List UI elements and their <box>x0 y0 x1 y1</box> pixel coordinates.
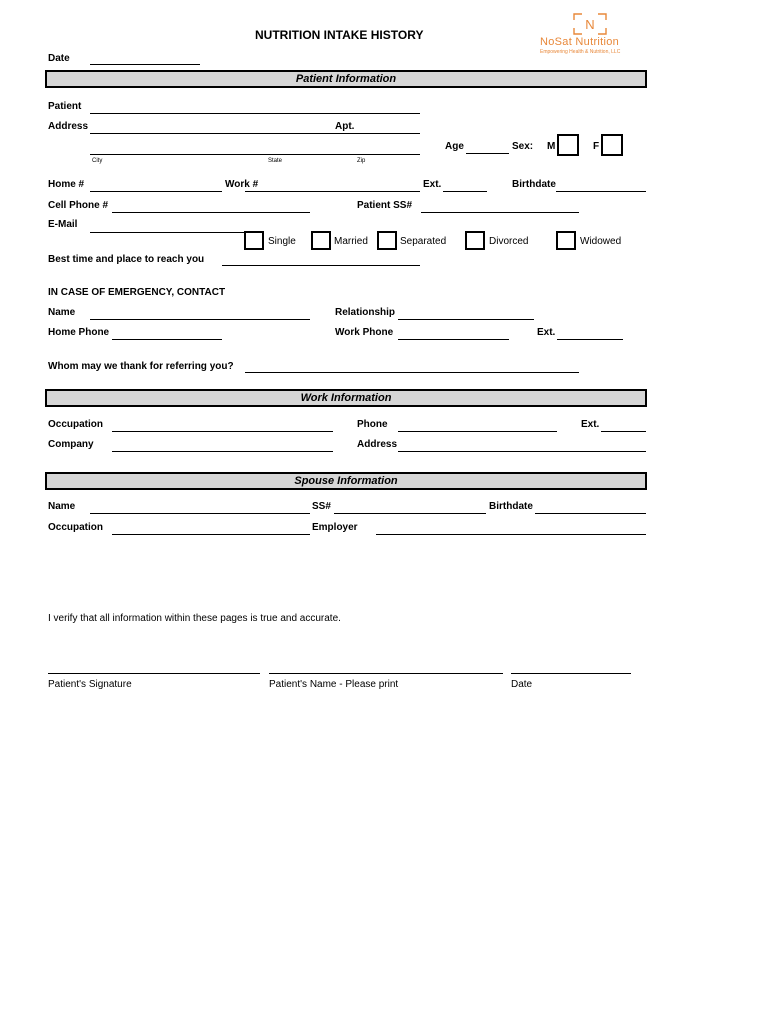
city-state-zip-field[interactable] <box>90 154 420 155</box>
section-spouse-information: Spouse Information <box>45 472 647 490</box>
sex-f-label: F <box>593 141 600 152</box>
marital-widowed-checkbox[interactable] <box>556 231 576 250</box>
marital-married-label: Married <box>334 236 368 247</box>
state-label: State <box>268 158 283 164</box>
ext-label: Ext. <box>423 179 442 190</box>
company-label: Company <box>48 439 94 450</box>
sex-m-label: M <box>547 141 556 152</box>
section-patient-information: Patient Information <box>45 70 647 88</box>
emergency-work-phone-label: Work Phone <box>335 327 394 338</box>
work-phone-label-2: Phone <box>357 419 388 430</box>
spouse-occupation-label: Occupation <box>48 522 104 533</box>
emergency-ext-field[interactable] <box>557 339 623 340</box>
cell-phone-label: Cell Phone # <box>48 200 109 211</box>
ext-field[interactable] <box>443 191 487 192</box>
address-label: Address <box>48 121 89 132</box>
marital-single-label: Single <box>268 236 296 247</box>
print-name-label: Patient's Name - Please print <box>269 679 399 690</box>
marital-married-checkbox[interactable] <box>311 231 331 250</box>
age-field[interactable] <box>466 153 509 154</box>
company-logo <box>540 12 640 58</box>
work-ext-label: Ext. <box>581 419 600 430</box>
referral-label: Whom may we thank for referring you? <box>48 361 234 372</box>
marital-divorced-checkbox[interactable] <box>465 231 485 250</box>
verification-statement: I verify that all information within these pages is true and accurate. <box>48 613 341 624</box>
marital-separated-label: Separated <box>400 236 447 247</box>
logo-letter: N <box>585 17 595 32</box>
referral-field[interactable] <box>245 372 579 373</box>
logo-tagline: Empowering Health & Nutrition, LLC <box>540 49 621 55</box>
spouse-ss-label: SS# <box>312 501 331 512</box>
apt-label: Apt. <box>335 121 355 132</box>
home-phone-label: Home # <box>48 179 85 190</box>
age-label: Age <box>445 141 464 152</box>
signature-label: Patient's Signature <box>48 679 132 690</box>
patient-name-field[interactable] <box>90 113 420 114</box>
signature-field[interactable] <box>48 673 260 674</box>
spouse-birthdate-label: Birthdate <box>489 501 533 512</box>
work-phone-field[interactable] <box>245 191 420 192</box>
spouse-employer-field[interactable] <box>376 534 646 535</box>
spouse-ss-field[interactable] <box>334 513 486 514</box>
emergency-home-phone-label: Home Phone <box>48 327 110 338</box>
spouse-name-label: Name <box>48 501 76 512</box>
marital-separated-checkbox[interactable] <box>377 231 397 250</box>
spouse-name-field[interactable] <box>90 513 310 514</box>
print-name-field[interactable] <box>269 673 503 674</box>
sex-label: Sex: <box>512 141 534 152</box>
marital-divorced-label: Divorced <box>489 236 529 247</box>
zip-label: Zip <box>357 158 366 164</box>
birthdate-field[interactable] <box>556 191 646 192</box>
address-field[interactable] <box>90 133 335 134</box>
relationship-label: Relationship <box>335 307 396 318</box>
relationship-field[interactable] <box>398 319 534 320</box>
work-phone-label: Work # <box>225 179 259 190</box>
emergency-heading: IN CASE OF EMERGENCY, CONTACT <box>48 287 226 298</box>
work-address-field[interactable] <box>398 451 646 452</box>
best-time-label: Best time and place to reach you <box>48 254 205 265</box>
work-address-label: Address <box>357 439 398 450</box>
logo-name: NoSat Nutrition <box>540 36 620 48</box>
apt-field[interactable] <box>335 133 420 134</box>
section-work-information: Work Information <box>45 389 647 407</box>
work-phone-field-2[interactable] <box>398 431 557 432</box>
signature-date-field[interactable] <box>511 673 631 674</box>
sex-f-checkbox[interactable] <box>601 134 623 156</box>
logo-frame-icon <box>572 12 608 36</box>
occupation-label: Occupation <box>48 419 104 430</box>
email-label: E-Mail <box>48 219 78 230</box>
company-field[interactable] <box>112 451 333 452</box>
marital-widowed-label: Widowed <box>580 236 622 247</box>
spouse-occupation-field[interactable] <box>112 534 310 535</box>
signature-date-label: Date <box>511 679 533 690</box>
emergency-name-field[interactable] <box>90 319 310 320</box>
patient-ss-label: Patient SS# <box>357 200 413 211</box>
cell-phone-field[interactable] <box>112 212 310 213</box>
email-field[interactable] <box>90 232 245 233</box>
city-label: City <box>92 158 103 164</box>
spouse-employer-label: Employer <box>312 522 358 533</box>
emergency-ext-label: Ext. <box>537 327 556 338</box>
spouse-birthdate-field[interactable] <box>535 513 646 514</box>
occupation-field[interactable] <box>112 431 333 432</box>
emergency-name-label: Name <box>48 307 76 318</box>
work-ext-field[interactable] <box>601 431 646 432</box>
emergency-home-phone-field[interactable] <box>112 339 222 340</box>
birthdate-label: Birthdate <box>512 179 556 190</box>
date-field[interactable] <box>90 64 200 65</box>
date-label: Date <box>48 53 70 64</box>
patient-ss-field[interactable] <box>421 212 579 213</box>
emergency-work-phone-field[interactable] <box>398 339 509 340</box>
patient-label: Patient <box>48 101 82 112</box>
form-title: NUTRITION INTAKE HISTORY <box>255 28 424 42</box>
best-time-field[interactable] <box>222 265 420 266</box>
sex-m-checkbox[interactable] <box>557 134 579 156</box>
marital-single-checkbox[interactable] <box>244 231 264 250</box>
home-phone-field[interactable] <box>90 191 222 192</box>
